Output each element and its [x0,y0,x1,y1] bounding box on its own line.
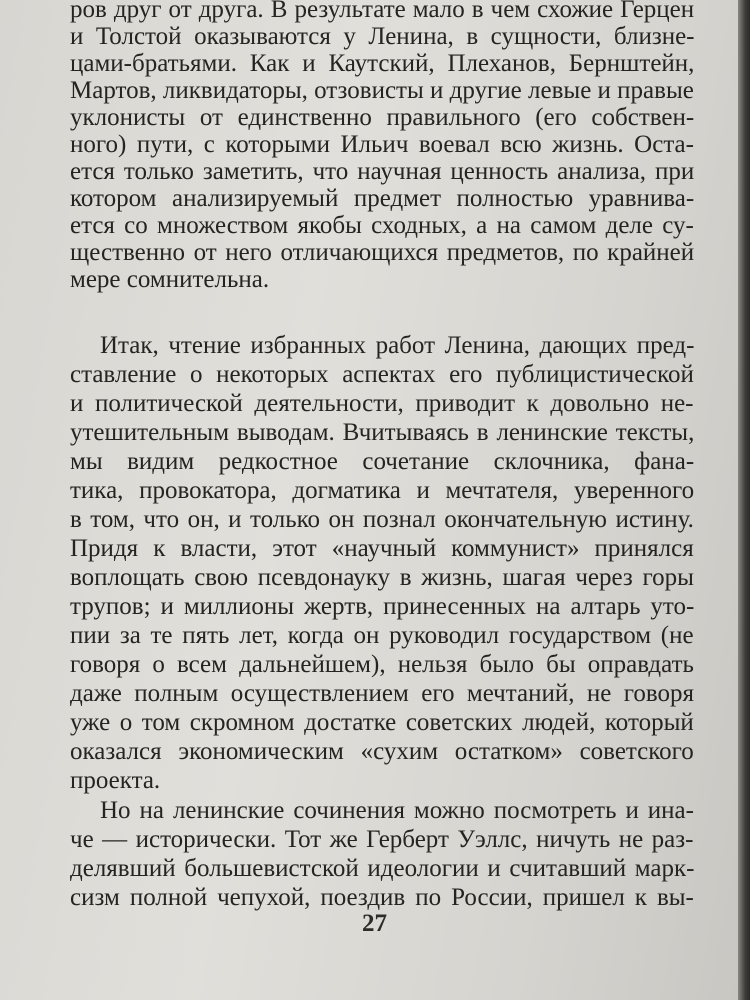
text-line: уклонисты от единственно правильного (его собствен- [70,104,695,131]
text-line: даже полным осуществлением его мечтаний, не говоря [70,680,695,707]
text-line: ров друг от друга. В результате мало в чем схожие Герцен [70,0,695,23]
text-line: мы видим редкостное сочетание склочника, фана- [70,448,695,475]
text-line: ного) пути, с которыми Ильич воевал всю жизнь. Оста- [70,131,694,158]
text-line: ставление о некоторых аспектах его публицистической [70,361,694,388]
text-line: воплощать свою псевдонауку в жизнь, шагая через горы [70,564,694,591]
text-line: тика, провокатора, догматика и мечтателя, уверенного [70,477,695,504]
text-line: че — исторически. Тот же Герберт Уэллс, ничуть не раз- [70,826,694,853]
page-number: 27 [362,910,387,937]
text-line: проекта. [70,767,161,794]
text-line: трупов; и миллионы жертв, принесенных на алтарь уто- [70,593,695,620]
text-line: Придя к власти, этот «научный коммунист» принялся [70,535,694,562]
text-line: пии за те пять лет, когда он руководил государством (не [70,622,694,649]
text-line: мере сомнительна. [70,266,270,293]
text-line: цами-братьями. Как и Каутский, Плеханов, Бернштейн, [70,50,695,77]
text-line: оказался экономическим «сухим остатком» советского [70,738,694,765]
text-line: в том, что он, и только он познал окончательную истину. [70,506,694,533]
text-line: и политической деятельности, приводит к довольно не- [70,390,694,417]
text-line: щественно от него отличающихся предметов, по крайней [70,239,695,266]
paragraph-start-line: Итак, чтение избранных работ Ленина, дающих пред- [100,332,695,359]
text-line: котором анализируемый предмет полностью уравнива- [70,185,695,212]
text-line: утешительным выводам. Вчитываясь в ленинские тексты, [70,419,695,446]
text-line: уже о том скромном достатке советских людей, который [70,709,694,736]
text-line: сизм полной чепухой, поездив по России, пришел к вы- [70,884,694,911]
text-line: ется со множеством якобы сходных, а на самом деле су- [70,212,694,239]
text-line: и Толстой оказываются у Ленина, в сущности, близне- [70,23,695,50]
paragraph-start-line: Но на ленинские сочинения можно посмотреть и ина- [100,797,694,824]
text-line: делявший большевистской идеологии и считавший марк- [70,855,695,882]
text-line: ется только заметить, что научная ценность анализа, при [70,158,695,185]
book-edge-shadow [738,0,750,1000]
text-line: говоря о всем дальнейшем), нельзя было бы оправдать [70,651,694,678]
text-line: Мартов, ликвидаторы, отзовисты и другие левые и правые [70,77,694,104]
